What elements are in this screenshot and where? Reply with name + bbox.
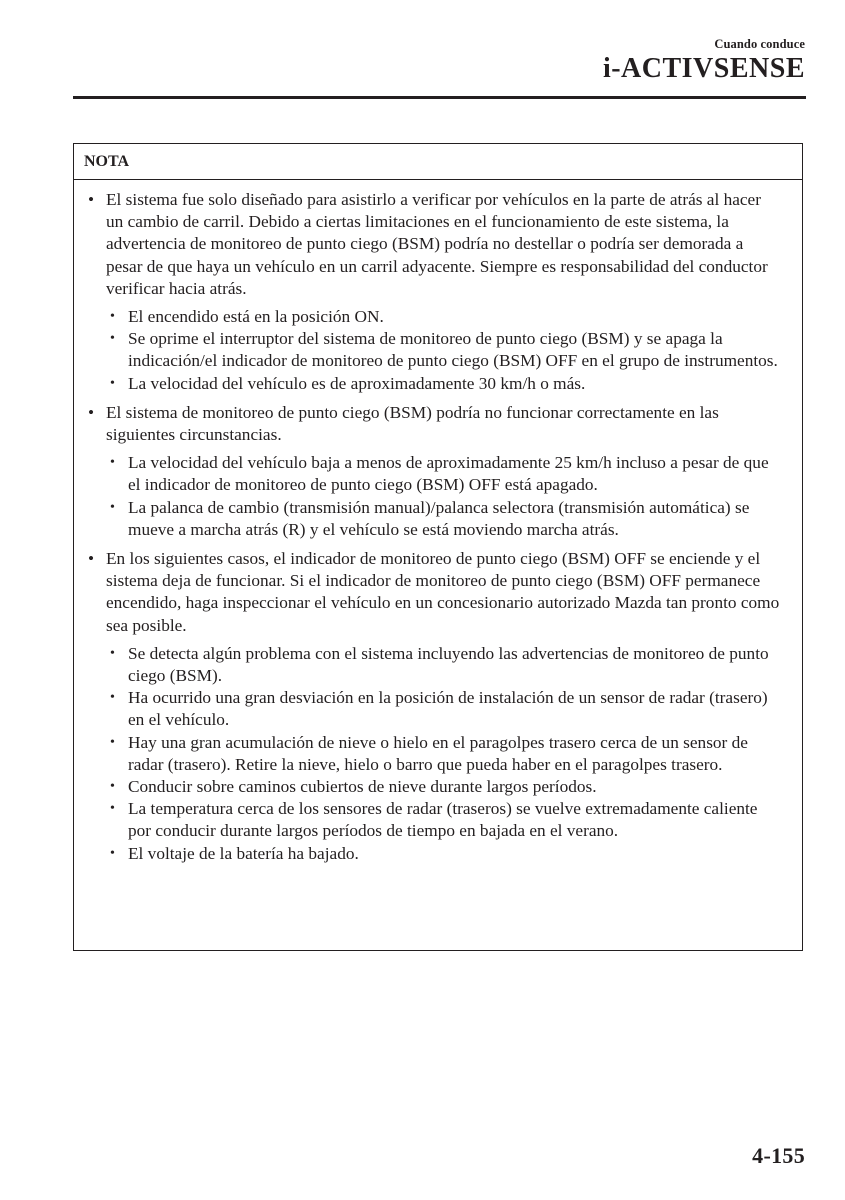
note-bullet xyxy=(88,548,780,637)
sub-bullet-icon: • xyxy=(110,734,115,750)
bullet-dot-icon: • xyxy=(88,190,95,209)
sub-item xyxy=(106,643,780,687)
sub-item-text: La palanca de cambio (transmisión manual)/palanca selectora (transmisión automática) se mueve a marcha atrás (R) y el vehículo se está moviendo marcha atrás. xyxy=(128,497,750,539)
sub-item xyxy=(106,798,780,842)
header-divider xyxy=(73,96,806,99)
sub-item xyxy=(106,497,780,541)
bullet-text: El sistema de monitoreo de punto ciego (BSM) podría no funcionar correctamente en las siguientes circunstancias. xyxy=(106,402,719,445)
note-bullet xyxy=(88,402,780,446)
bullet-dot-icon: • xyxy=(88,402,95,422)
sub-item-text: La velocidad del vehículo baja a menos de aproximadamente 25 km/h incluso a pesar de que el indicador de monitoreo de punto ciego (BSM) OFF está apagado. xyxy=(128,453,769,495)
bullet-text: En los siguientes casos, el indicador de monitoreo de punto ciego (BSM) OFF se enciende y el sistema deja de funcionar. Si el indicador de monitoreo de punto ciego (BSM) OFF permanece encendido, haga inspeccionar el vehículo en un concesionario autorizado Mazda tan pronto como sea posible. xyxy=(106,549,780,635)
sub-item-text: La temperatura cerca de los sensores de radar (traseros) se vuelve extremadamente caliente por conducir durante largos períodos de tiempo en bajada en el verano. xyxy=(128,799,758,841)
note-bullet xyxy=(88,189,780,300)
sub-item-text: Se oprime el interruptor del sistema de monitoreo de punto ciego (BSM) y se apaga la indicación/el indicador de monitoreo de punto ciego (BSM) OFF en el grupo de instrumentos. xyxy=(128,329,778,371)
page-number: 4-155 xyxy=(752,1143,805,1168)
sub-item-text: Ha ocurrido una gran desviación en la posición de instalación de un sensor de radar (trasero) en el vehículo. xyxy=(128,688,768,730)
sub-bullet-icon: • xyxy=(110,779,115,795)
sub-bullet-icon: • xyxy=(110,690,115,706)
sub-item xyxy=(106,328,780,372)
sub-bullet-icon: • xyxy=(110,331,115,347)
sub-bullet-icon: • xyxy=(110,645,115,661)
sub-list xyxy=(106,452,780,541)
sub-list xyxy=(106,643,780,865)
note-box xyxy=(73,143,803,951)
bullet-dot-icon: • xyxy=(88,549,95,569)
sub-item xyxy=(106,776,780,798)
sub-item xyxy=(106,843,780,865)
sub-item xyxy=(106,373,780,395)
sub-bullet-icon: • xyxy=(110,801,115,817)
sub-item-text: El voltaje de la batería ha bajado. xyxy=(128,843,359,863)
sub-item xyxy=(106,306,780,328)
sub-item-text: Hay una gran acumulación de nieve o hielo en el paragolpes trasero cerca de un sensor de radar (trasero). Retire la nieve, hielo o barro que pueda haber en el paragolpes trasero. xyxy=(128,732,748,774)
chapter-title: i-ACTIVSENSE xyxy=(602,53,805,84)
note-body xyxy=(74,180,802,865)
section-header: Cuando conduce xyxy=(714,37,805,51)
note-label: NOTA xyxy=(74,144,802,180)
sub-item-text: El encendido está en la posición ON. xyxy=(128,307,384,327)
sub-item xyxy=(106,687,780,731)
sub-item xyxy=(106,732,780,776)
sub-list xyxy=(106,306,780,395)
sub-bullet-icon: • xyxy=(110,499,115,515)
sub-item-text: La velocidad del vehículo es de aproximadamente 30 km/h o más. xyxy=(128,373,586,393)
sub-item xyxy=(106,452,780,496)
bullet-text: El sistema fue solo diseñado para asistirlo a verificar por vehículos en la parte de atrás al hacer un cambio de carril. Debido a ciertas limitaciones en el funcionamiento de este sistema, la advertencia de monitoreo de punto ciego (BSM) podría no destellar o podría ser demorada a pesar de que haya un vehículo en un carril adyacente. Siempre es responsabilidad del conductor verificar hacia atrás. xyxy=(106,190,768,298)
sub-bullet-icon: • xyxy=(110,309,115,325)
sub-item-text: Conducir sobre caminos cubiertos de nieve durante largos períodos. xyxy=(128,777,597,797)
sub-bullet-icon: • xyxy=(110,375,115,391)
sub-item-text: Se detecta algún problema con el sistema incluyendo las advertencias de monitoreo de punto ciego (BSM). xyxy=(128,643,769,686)
sub-bullet-icon: • xyxy=(110,845,115,861)
sub-bullet-icon: • xyxy=(110,455,115,471)
